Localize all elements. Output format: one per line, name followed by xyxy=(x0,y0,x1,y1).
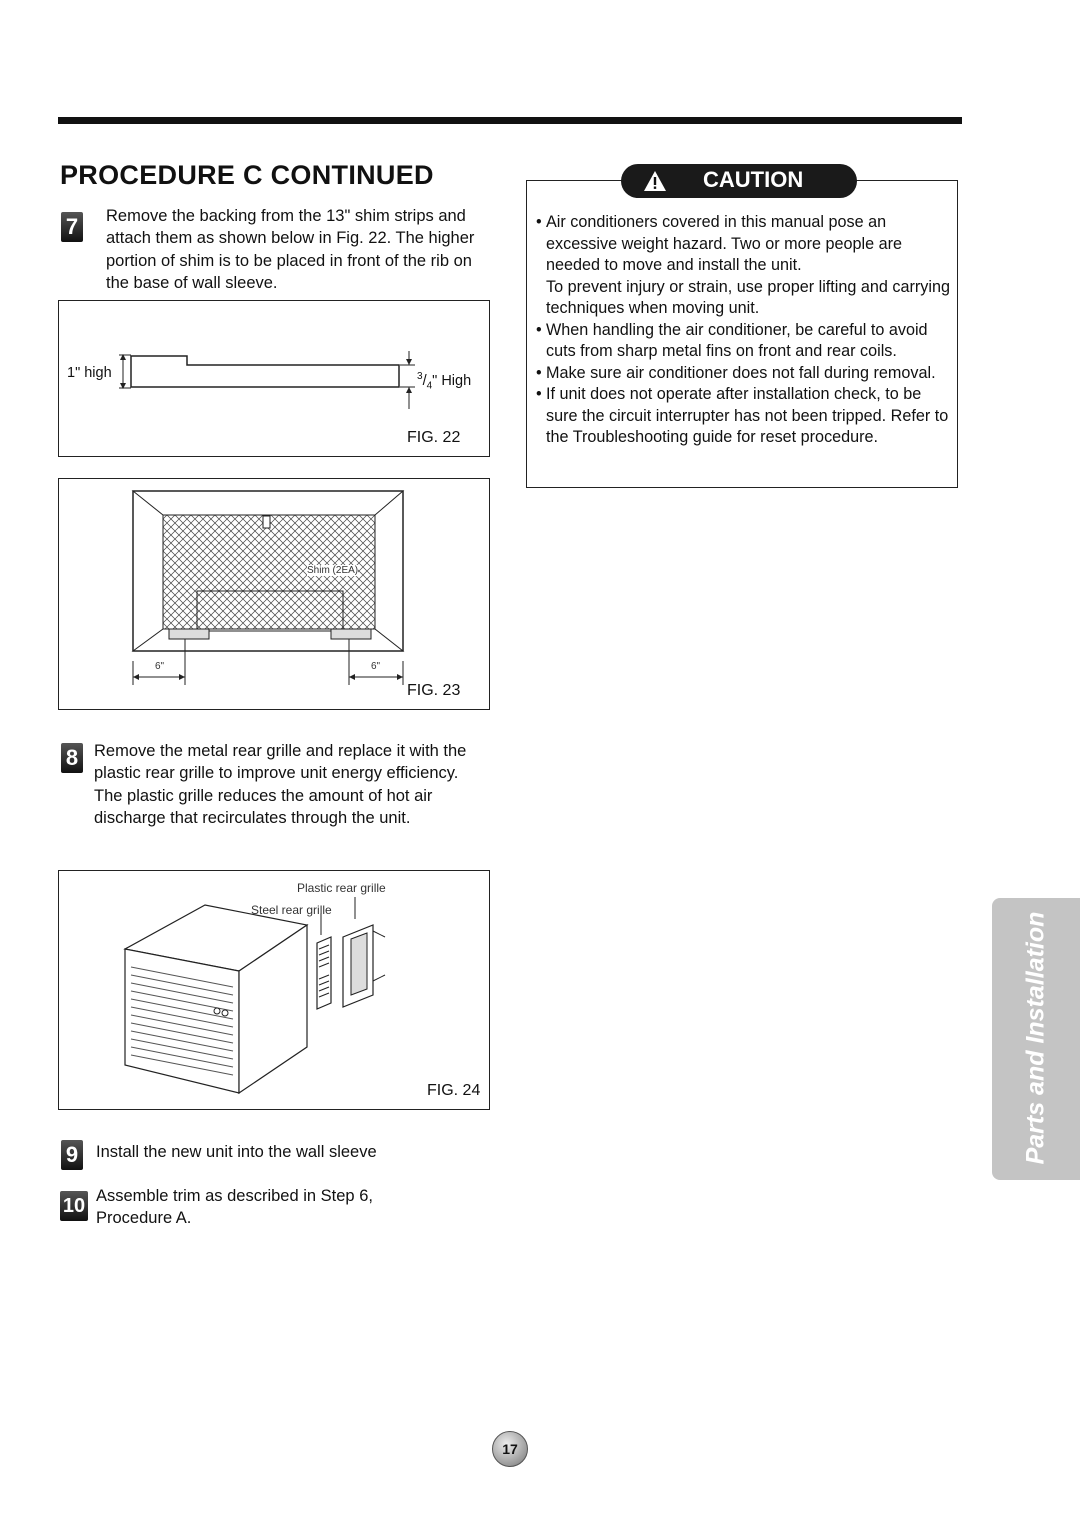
step-9-badge: 9 xyxy=(61,1140,83,1170)
caution-bullet-1: • Air conditioners covered in this manual pose an excessive weight hazard. Two or more people are needed to move and install the unit. To prevent injury or strain, use proper lifting and carrying techniques when moving unit. xyxy=(536,212,950,320)
caution-bullet-3: • Make sure air conditioner does not fall during removal. xyxy=(536,363,950,385)
caution-header xyxy=(621,164,857,198)
top-rule xyxy=(58,117,962,124)
caution-bullet-4: • If unit does not operate after installation check, to be sure the circuit interrupter has not been tripped. Refer to the Troubleshooting guide for reset procedure. xyxy=(536,384,950,449)
fig-22-box xyxy=(58,300,490,457)
fig-24-plastic-label: Plastic rear grille xyxy=(297,881,386,895)
section-side-tab xyxy=(992,898,1080,1180)
fig-23-dim-right: 6" xyxy=(371,661,381,672)
caution-bullet-2: • When handling the air conditioner, be careful to avoid cuts from sharp metal fins on front and rear coils. xyxy=(536,320,950,363)
step-8-text: Remove the metal rear grille and replace it with the plastic rear grille to improve unit energy efficiency. The plastic grille reduces the amount of hot air discharge that recirculates through the unit. xyxy=(94,742,467,827)
caution-bullets xyxy=(536,212,950,449)
caution-label: CAUTION xyxy=(703,167,804,192)
section-side-tab-label: Parts and Installation xyxy=(1021,911,1050,1165)
fig-22-right-dim: $^3/_4$" High xyxy=(417,371,472,392)
fig-24-label: FIG. 24 xyxy=(427,1082,481,1099)
fig-24-steel-label: Steel rear grille xyxy=(251,903,332,917)
shim-strip-shape xyxy=(131,356,399,387)
step-7-text: Remove the backing from the 13" shim strips and attach them as shown below in Fig. 22. The higher portion of shim is to be placed in front of the rib on the base of wall sleeve. xyxy=(106,207,475,292)
fig-22-label: FIG. 22 xyxy=(407,429,461,446)
fig-23-shim-label: Shim (2EA) xyxy=(307,565,359,576)
step-9-text: Install the new unit into the wall sleeve xyxy=(96,1143,377,1161)
step-10-text: Assemble trim as described in Step 6, Procedure A. xyxy=(96,1187,373,1228)
page-number: 17 xyxy=(492,1431,528,1467)
fig-22-left-dim: 1" high xyxy=(67,365,112,381)
step-7-badge: 7 xyxy=(61,212,83,242)
fig-23-dim-left: 6" xyxy=(155,661,165,672)
fig-23-label: FIG. 23 xyxy=(407,682,461,699)
warning-icon xyxy=(643,170,667,192)
fig-24-box xyxy=(58,870,490,1110)
wall-sleeve-diagram xyxy=(59,479,489,709)
fig-23-box xyxy=(58,478,490,710)
step-10-badge: 10 xyxy=(60,1191,88,1221)
page-title: PROCEDURE C CONTINUED xyxy=(60,160,434,190)
step-8-badge: 8 xyxy=(61,743,83,773)
